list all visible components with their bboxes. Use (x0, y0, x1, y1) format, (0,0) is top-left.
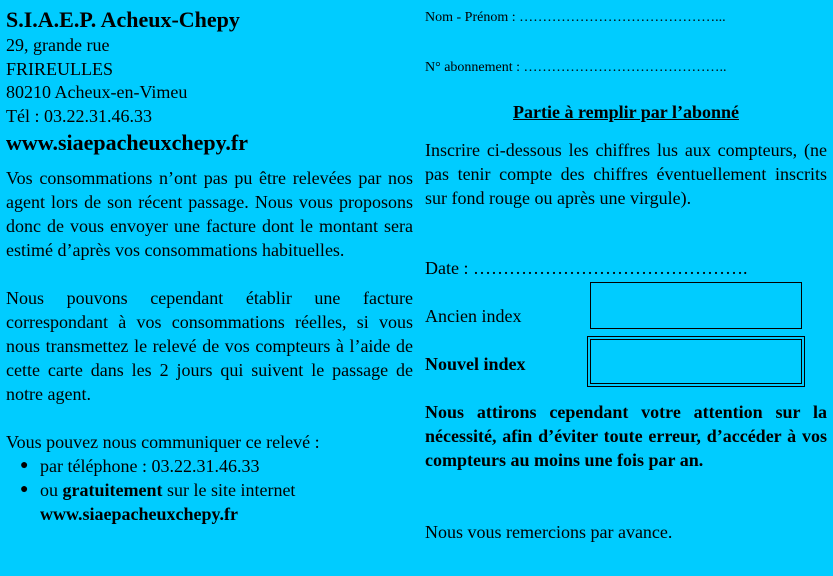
old-index-box[interactable] (590, 282, 802, 329)
date-field[interactable]: Date : ………………………………………. (425, 258, 748, 278)
info-paragraph-3: Vous pouvez nous communiquer ce relevé : (6, 432, 320, 452)
web-option-site: www.siaepacheuxchepy.fr (40, 504, 238, 524)
attention-note: Nous attirons cependant votre attention sur la nécessité, afin d’éviter toute erreur, d’accéder à vos compteurs au moins une fois par an. (425, 402, 827, 470)
section-title: Partie à remplir par l’abonné (513, 102, 739, 122)
bullet-icon: ● (20, 458, 29, 473)
org-street: 29, grande rue (6, 35, 110, 55)
bullet-icon: ● (20, 482, 29, 497)
left-column (6, 6, 413, 526)
org-website: www.siaepacheuxchepy.fr (6, 130, 248, 155)
thanks-text: Nous vous remercions par avance. (425, 522, 673, 542)
web-option-pre: ou (40, 480, 63, 500)
subscription-field[interactable]: N° abonnement : …………………………………….. (425, 60, 727, 75)
list-item (6, 478, 413, 526)
instructions: Inscrire ci-dessous les chiffres lus aux compteurs, (ne pas tenir compte des chiffres éventuellement inscrits sur fond rouge ou après une virgule). (425, 140, 827, 208)
org-phone: Tél : 03.22.31.46.33 (6, 105, 152, 126)
web-option-post: sur le site internet (162, 480, 296, 500)
new-index-label: Nouvel index (425, 354, 526, 374)
contact-list (6, 454, 413, 526)
info-paragraph-2: Nous pouvons cependant établir une facture correspondant à vos consommations réelles, si vous nous transmettez le relevé de vos compteurs à l’aide de cette carte dans les 2 jours qui suivent le passage de notre agent. (6, 288, 413, 404)
org-postal: 80210 Acheux-en-Vimeu (6, 82, 188, 102)
name-field[interactable]: Nom - Prénom : ……………………………………... (425, 10, 726, 25)
new-index-box[interactable] (587, 336, 805, 387)
old-index-label: Ancien index (425, 306, 522, 326)
info-paragraph-1: Vos consommations n’ont pas pu être relevées par nos agent lors de son récent passage. Nous vous proposons donc de vous envoyer une facture dont le montant sera estimé d’après vos consommations habituelles. (6, 168, 413, 260)
list-item (6, 454, 413, 478)
org-name: S.I.A.E.P. Acheux-Chepy (6, 7, 240, 32)
web-option-free: gratuitement (62, 480, 163, 500)
phone-option: par téléphone : 03.22.31.46.33 (40, 456, 260, 476)
org-city: FRIREULLES (6, 58, 114, 79)
